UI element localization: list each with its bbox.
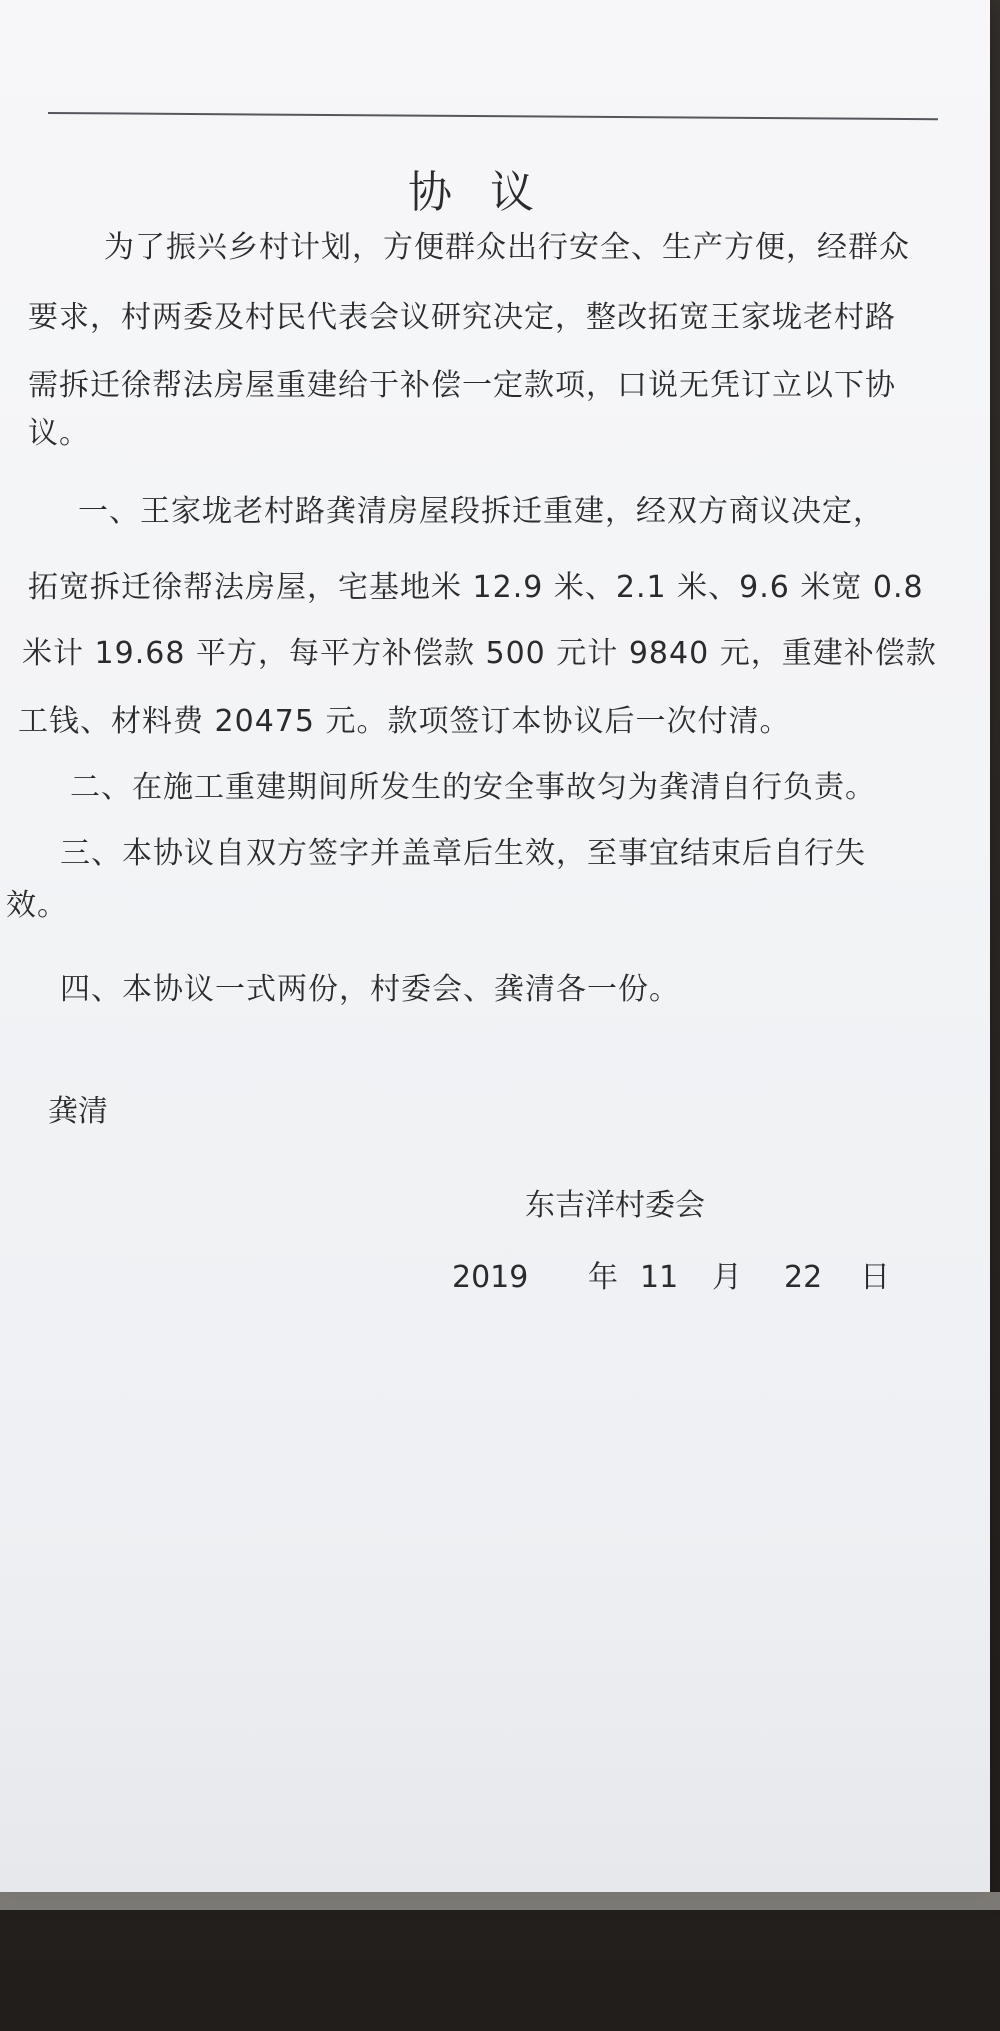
intro-line-3: 需拆迁徐帮法房屋重建给于补偿一定款项，口说无凭订立以下协 xyxy=(28,368,896,403)
clause3-line-2: 效。 xyxy=(6,888,68,923)
document-title: 协议 xyxy=(408,167,572,218)
date-year: 2019 xyxy=(452,1260,529,1295)
organization-name: 东吉洋村委会 xyxy=(525,1188,705,1223)
signer-name: 龚清 xyxy=(48,1094,108,1129)
date-month-unit: 月 xyxy=(712,1260,742,1295)
clause4-line-1: 四、本协议一式两份，村委会、龚清各一份。 xyxy=(60,972,680,1007)
date-month: 11 xyxy=(640,1260,679,1295)
clause2-line-1: 二、在施工重建期间所发生的安全事故匀为龚清自行负责。 xyxy=(70,770,876,805)
date-day: 22 xyxy=(784,1260,823,1295)
clause3-line-1: 三、本协议自双方签字并盖章后生效，至事宜结束后自行失 xyxy=(60,836,866,871)
clause1-line-4: 工钱、材料费 20475 元。款项签订本协议后一次付清。 xyxy=(18,704,791,739)
clause1-line-1: 一、王家垅老村路龚清房屋段拆迁重建，经双方商议决定， xyxy=(78,494,884,529)
date-year-unit: 年 xyxy=(588,1260,618,1295)
clause1-line-2: 拓宽拆迁徐帮法房屋，宅基地米 12.9 米、2.1 米、9.6 米宽 0.8 xyxy=(28,570,924,605)
clause1-line-3: 米计 19.68 平方，每平方补偿款 500 元计 9840 元，重建补偿款 xyxy=(22,636,937,671)
intro-line-2: 要求，村两委及村民代表会议研究决定，整改拓宽王家垅老村路 xyxy=(28,300,896,335)
date-day-unit: 日 xyxy=(860,1260,890,1295)
top-rule-line xyxy=(48,112,938,120)
table-edge xyxy=(0,1892,1000,1910)
intro-line-1: 为了振兴乡村计划，方便群众出行安全、生产方便，经群众 xyxy=(104,230,910,265)
intro-line-4: 议。 xyxy=(28,416,90,451)
signing-date xyxy=(0,1258,990,1302)
